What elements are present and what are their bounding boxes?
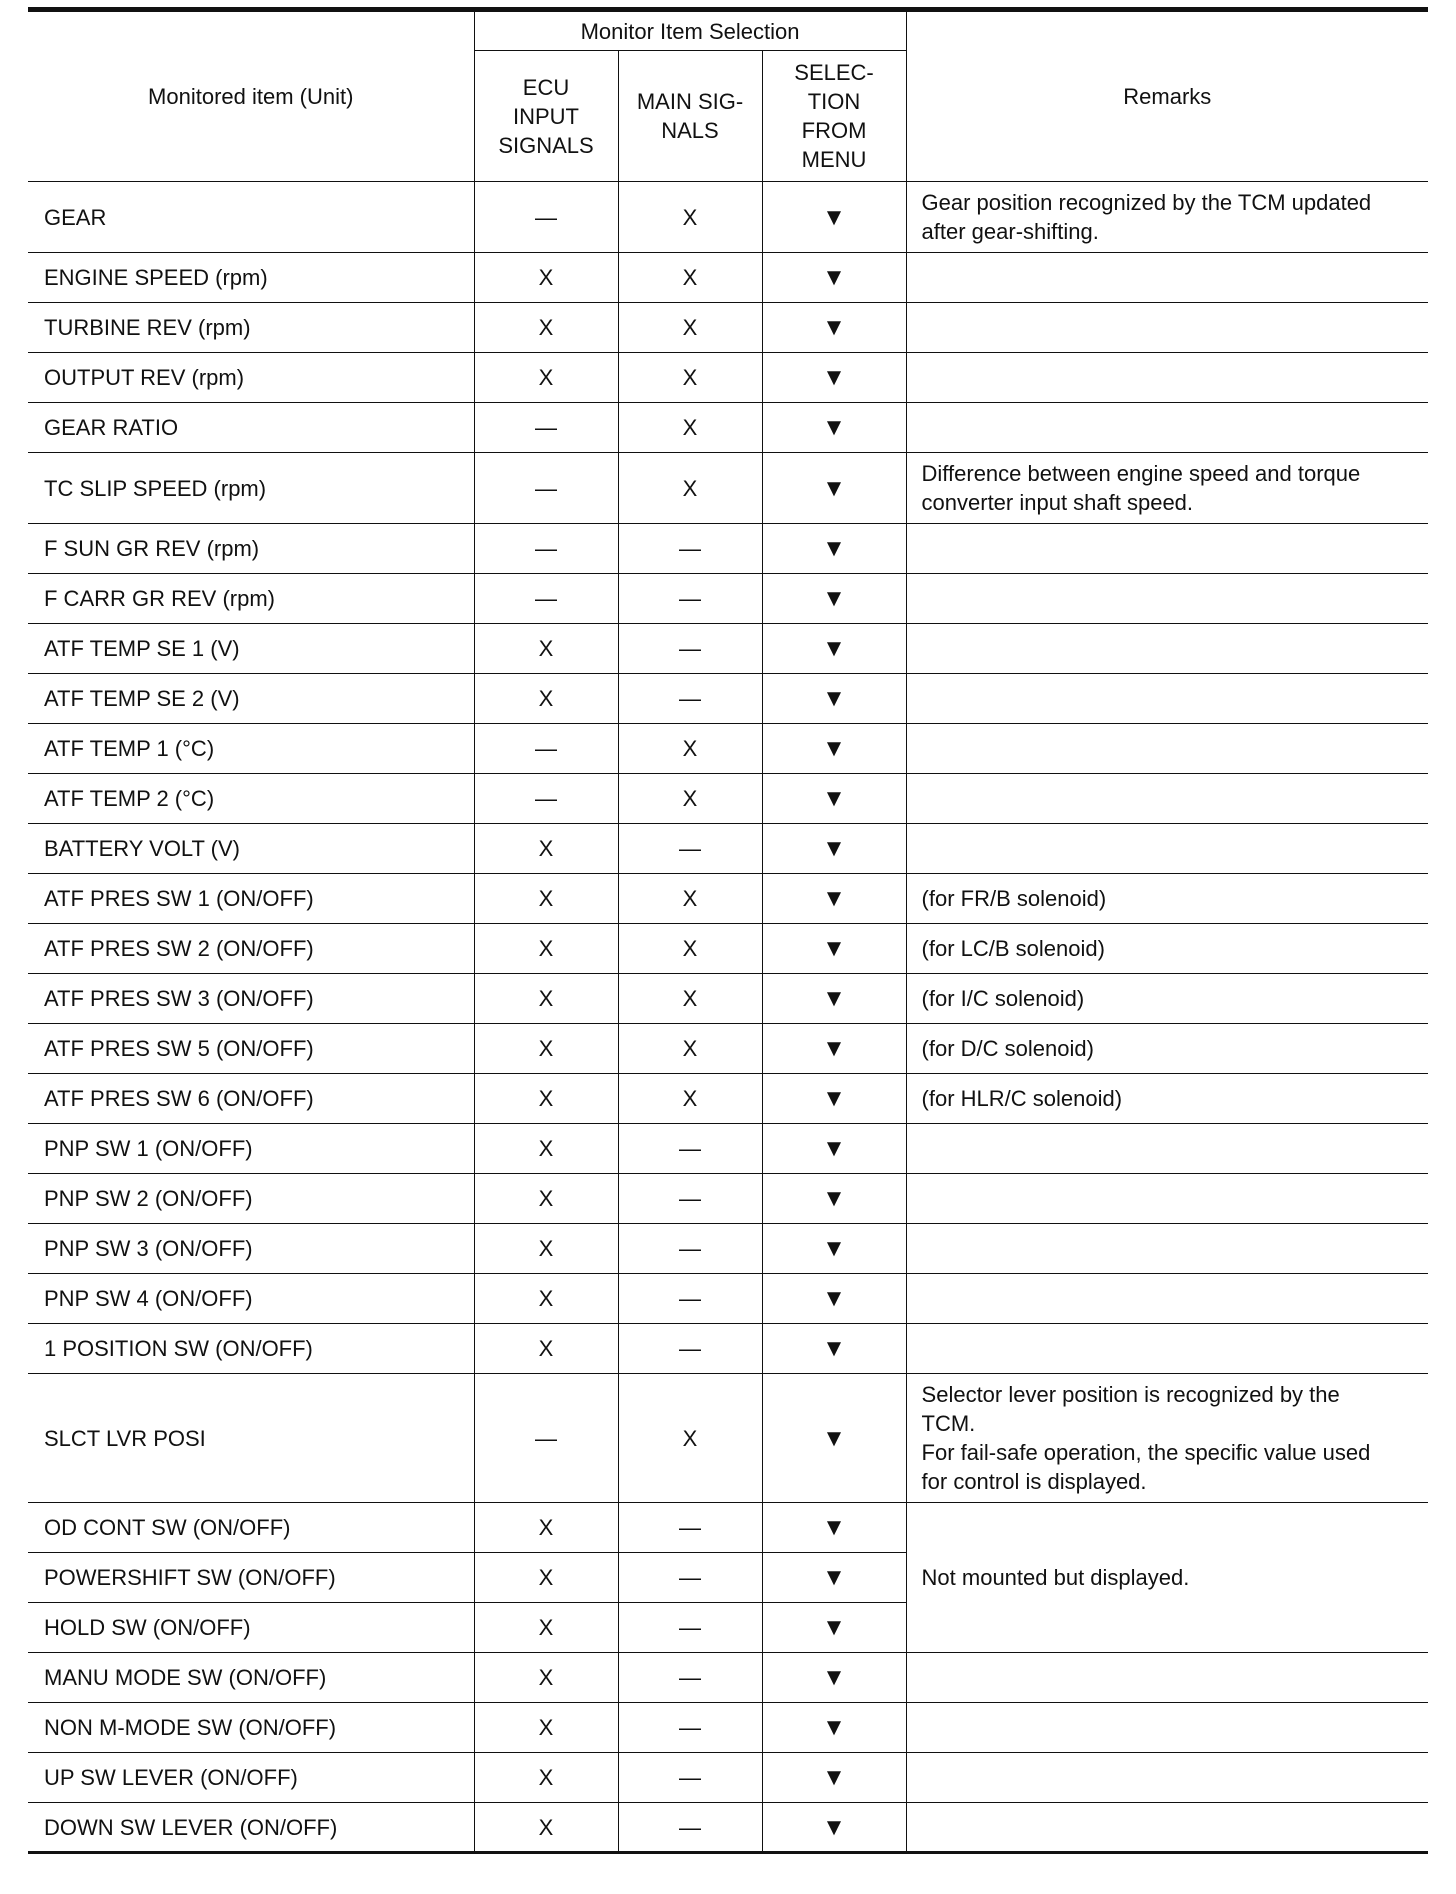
- ecu-input-signals-cell: —: [474, 524, 618, 574]
- main-signals-cell: X: [618, 182, 762, 253]
- selection-from-menu-cell: ▼: [762, 1274, 906, 1324]
- monitored-item-cell: PNP SW 1 (ON/OFF): [28, 1124, 474, 1174]
- selection-from-menu-cell: ▼: [762, 303, 906, 353]
- ecu-input-signals-cell: —: [474, 403, 618, 453]
- ecu-input-signals-cell: X: [474, 1074, 618, 1124]
- remarks-cell: (for D/C solenoid): [906, 1024, 1428, 1074]
- selection-from-menu-cell: ▼: [762, 1024, 906, 1074]
- main-signals-cell: —: [618, 1603, 762, 1653]
- monitored-item-cell: NON M-MODE SW (ON/OFF): [28, 1703, 474, 1753]
- monitored-item-cell: ATF TEMP 1 (°C): [28, 724, 474, 774]
- table-row: [28, 1024, 1428, 1074]
- table-row: [28, 1653, 1428, 1703]
- main-signals-cell: X: [618, 774, 762, 824]
- selection-from-menu-cell: ▼: [762, 1074, 906, 1124]
- main-signals-cell: X: [618, 403, 762, 453]
- selection-from-menu-cell: ▼: [762, 1703, 906, 1753]
- main-signals-cell: —: [618, 1803, 762, 1853]
- selection-from-menu-cell: ▼: [762, 1653, 906, 1703]
- selection-from-menu-cell: ▼: [762, 1224, 906, 1274]
- monitored-item-cell: HOLD SW (ON/OFF): [28, 1603, 474, 1653]
- monitored-item-cell: ATF PRES SW 6 (ON/OFF): [28, 1074, 474, 1124]
- ecu-input-signals-cell: X: [474, 1503, 618, 1553]
- remarks-cell: [906, 1274, 1428, 1324]
- remarks-cell: [906, 1174, 1428, 1224]
- ecu-input-signals-cell: X: [474, 1024, 618, 1074]
- ecu-input-signals-cell: X: [474, 824, 618, 874]
- selection-from-menu-cell: ▼: [762, 1603, 906, 1653]
- main-signals-cell: —: [618, 1753, 762, 1803]
- remarks-cell: (for LC/B solenoid): [906, 924, 1428, 974]
- main-signals-cell: —: [618, 574, 762, 624]
- remarks-cell: [906, 1324, 1428, 1374]
- main-signals-cell: —: [618, 1124, 762, 1174]
- ecu-input-signals-cell: X: [474, 1553, 618, 1603]
- table-row: [28, 1753, 1428, 1803]
- main-signals-cell: X: [618, 353, 762, 403]
- main-signals-cell: X: [618, 1374, 762, 1503]
- monitored-item-cell: ATF PRES SW 5 (ON/OFF): [28, 1024, 474, 1074]
- main-signals-cell: —: [618, 1553, 762, 1603]
- selection-from-menu-cell: ▼: [762, 674, 906, 724]
- main-signals-cell: —: [618, 1174, 762, 1224]
- ecu-input-signals-cell: X: [474, 1224, 618, 1274]
- main-signals-cell: X: [618, 974, 762, 1024]
- table-row: [28, 874, 1428, 924]
- main-signals-cell: X: [618, 924, 762, 974]
- main-signals-cell: X: [618, 1074, 762, 1124]
- selection-from-menu-cell: ▼: [762, 574, 906, 624]
- ecu-input-signals-cell: X: [474, 353, 618, 403]
- monitor-item-document: [28, 7, 1428, 1854]
- remarks-cell: [906, 724, 1428, 774]
- monitored-item-cell: UP SW LEVER (ON/OFF): [28, 1753, 474, 1803]
- remarks-cell: Not mounted but displayed.: [906, 1503, 1428, 1653]
- table-row: [28, 353, 1428, 403]
- main-signals-cell: —: [618, 1703, 762, 1753]
- monitored-item-cell: ATF PRES SW 3 (ON/OFF): [28, 974, 474, 1024]
- ecu-input-signals-cell: —: [474, 574, 618, 624]
- table-row: [28, 1124, 1428, 1174]
- remarks-cell: [906, 674, 1428, 724]
- header-remarks: Remarks: [906, 10, 1428, 182]
- remarks-cell: [906, 1703, 1428, 1753]
- ecu-input-signals-cell: —: [474, 724, 618, 774]
- monitored-item-cell: ATF TEMP 2 (°C): [28, 774, 474, 824]
- main-signals-cell: —: [618, 1324, 762, 1374]
- remarks-cell: [906, 1124, 1428, 1174]
- table-row: [28, 674, 1428, 724]
- table-row: [28, 303, 1428, 353]
- table-row: [28, 924, 1428, 974]
- remarks-cell: Difference between engine speed and torque converter input shaft speed.: [906, 453, 1428, 524]
- remarks-cell: [906, 1803, 1428, 1853]
- selection-from-menu-cell: ▼: [762, 1124, 906, 1174]
- selection-from-menu-cell: ▼: [762, 624, 906, 674]
- selection-from-menu-cell: ▼: [762, 403, 906, 453]
- selection-from-menu-cell: ▼: [762, 453, 906, 524]
- table-row: [28, 774, 1428, 824]
- remarks-cell: [906, 1753, 1428, 1803]
- table-body: [28, 182, 1428, 1853]
- main-signals-cell: —: [618, 1653, 762, 1703]
- remarks-cell: (for I/C solenoid): [906, 974, 1428, 1024]
- table-row: [28, 1274, 1428, 1324]
- main-signals-cell: X: [618, 1024, 762, 1074]
- main-signals-cell: —: [618, 674, 762, 724]
- table-header: [28, 10, 1428, 182]
- ecu-input-signals-cell: X: [474, 624, 618, 674]
- table-row: [28, 1174, 1428, 1224]
- monitored-item-cell: SLCT LVR POSI: [28, 1374, 474, 1503]
- ecu-input-signals-cell: —: [474, 182, 618, 253]
- main-signals-cell: X: [618, 253, 762, 303]
- remarks-cell: [906, 403, 1428, 453]
- main-signals-cell: —: [618, 1503, 762, 1553]
- monitored-item-cell: PNP SW 3 (ON/OFF): [28, 1224, 474, 1274]
- remarks-cell: Gear position recognized by the TCM updated after gear-shifting.: [906, 182, 1428, 253]
- header-selection-from-menu: SELEC- TION FROM MENU: [762, 51, 906, 182]
- ecu-input-signals-cell: X: [474, 674, 618, 724]
- monitored-item-cell: ENGINE SPEED (rpm): [28, 253, 474, 303]
- remarks-cell: Selector lever position is recognized by the TCM. For fail-safe operation, the specific value used for control is displayed.: [906, 1374, 1428, 1503]
- remarks-cell: [906, 824, 1428, 874]
- main-signals-cell: X: [618, 874, 762, 924]
- table-row: [28, 453, 1428, 524]
- remarks-cell: [906, 1653, 1428, 1703]
- ecu-input-signals-cell: X: [474, 253, 618, 303]
- ecu-input-signals-cell: —: [474, 453, 618, 524]
- ecu-input-signals-cell: X: [474, 874, 618, 924]
- monitored-item-cell: ATF TEMP SE 1 (V): [28, 624, 474, 674]
- selection-from-menu-cell: ▼: [762, 824, 906, 874]
- table-row: [28, 974, 1428, 1024]
- main-signals-cell: —: [618, 524, 762, 574]
- selection-from-menu-cell: ▼: [762, 1374, 906, 1503]
- main-signals-cell: X: [618, 303, 762, 353]
- table-row: [28, 1703, 1428, 1753]
- header-main-signals: MAIN SIG- NALS: [618, 51, 762, 182]
- main-signals-cell: —: [618, 824, 762, 874]
- monitored-item-cell: ATF TEMP SE 2 (V): [28, 674, 474, 724]
- remarks-cell: [906, 253, 1428, 303]
- monitored-item-cell: F CARR GR REV (rpm): [28, 574, 474, 624]
- ecu-input-signals-cell: X: [474, 974, 618, 1024]
- remarks-cell: [906, 353, 1428, 403]
- selection-from-menu-cell: ▼: [762, 974, 906, 1024]
- selection-from-menu-cell: ▼: [762, 353, 906, 403]
- remarks-cell: [906, 574, 1428, 624]
- table-row: [28, 1224, 1428, 1274]
- main-signals-cell: —: [618, 624, 762, 674]
- table-row: [28, 524, 1428, 574]
- monitored-item-cell: GEAR RATIO: [28, 403, 474, 453]
- header-monitored-item: Monitored item (Unit): [28, 10, 474, 182]
- ecu-input-signals-cell: X: [474, 1703, 618, 1753]
- remarks-cell: [906, 524, 1428, 574]
- monitored-item-cell: BATTERY VOLT (V): [28, 824, 474, 874]
- monitored-item-cell: DOWN SW LEVER (ON/OFF): [28, 1803, 474, 1853]
- selection-from-menu-cell: ▼: [762, 1753, 906, 1803]
- header-ecu-input-signals: ECU INPUT SIGNALS: [474, 51, 618, 182]
- table-row: [28, 403, 1428, 453]
- monitored-item-cell: 1 POSITION SW (ON/OFF): [28, 1324, 474, 1374]
- monitored-item-cell: ATF PRES SW 2 (ON/OFF): [28, 924, 474, 974]
- table-row: [28, 624, 1428, 674]
- selection-from-menu-cell: ▼: [762, 1503, 906, 1553]
- table-row: [28, 1074, 1428, 1124]
- table-row: [28, 724, 1428, 774]
- table-row: [28, 182, 1428, 253]
- monitored-item-cell: MANU MODE SW (ON/OFF): [28, 1653, 474, 1703]
- selection-from-menu-cell: ▼: [762, 1324, 906, 1374]
- ecu-input-signals-cell: X: [474, 1653, 618, 1703]
- monitored-item-cell: GEAR: [28, 182, 474, 253]
- remarks-cell: [906, 774, 1428, 824]
- selection-from-menu-cell: ▼: [762, 724, 906, 774]
- monitored-item-cell: F SUN GR REV (rpm): [28, 524, 474, 574]
- table-row: [28, 1503, 1428, 1553]
- selection-from-menu-cell: ▼: [762, 182, 906, 253]
- selection-from-menu-cell: ▼: [762, 1174, 906, 1224]
- selection-from-menu-cell: ▼: [762, 1553, 906, 1603]
- ecu-input-signals-cell: X: [474, 1274, 618, 1324]
- table-row: [28, 1803, 1428, 1853]
- main-signals-cell: —: [618, 1274, 762, 1324]
- monitor-item-table: [28, 7, 1428, 1854]
- remarks-cell: (for FR/B solenoid): [906, 874, 1428, 924]
- header-monitor-item-selection: Monitor Item Selection: [474, 10, 906, 51]
- main-signals-cell: —: [618, 1224, 762, 1274]
- selection-from-menu-cell: ▼: [762, 524, 906, 574]
- selection-from-menu-cell: ▼: [762, 253, 906, 303]
- remarks-cell: (for HLR/C solenoid): [906, 1074, 1428, 1124]
- monitored-item-cell: POWERSHIFT SW (ON/OFF): [28, 1553, 474, 1603]
- remarks-cell: [906, 1224, 1428, 1274]
- monitored-item-cell: TC SLIP SPEED (rpm): [28, 453, 474, 524]
- ecu-input-signals-cell: X: [474, 924, 618, 974]
- monitored-item-cell: TURBINE REV (rpm): [28, 303, 474, 353]
- monitored-item-cell: PNP SW 2 (ON/OFF): [28, 1174, 474, 1224]
- table-row: [28, 574, 1428, 624]
- monitored-item-cell: ATF PRES SW 1 (ON/OFF): [28, 874, 474, 924]
- monitored-item-cell: PNP SW 4 (ON/OFF): [28, 1274, 474, 1324]
- monitored-item-cell: OD CONT SW (ON/OFF): [28, 1503, 474, 1553]
- ecu-input-signals-cell: X: [474, 1174, 618, 1224]
- selection-from-menu-cell: ▼: [762, 924, 906, 974]
- selection-from-menu-cell: ▼: [762, 774, 906, 824]
- remarks-cell: [906, 303, 1428, 353]
- main-signals-cell: X: [618, 453, 762, 524]
- selection-from-menu-cell: ▼: [762, 1803, 906, 1853]
- ecu-input-signals-cell: X: [474, 1803, 618, 1853]
- table-row: [28, 1324, 1428, 1374]
- main-signals-cell: X: [618, 724, 762, 774]
- remarks-cell: [906, 624, 1428, 674]
- ecu-input-signals-cell: —: [474, 774, 618, 824]
- table-row: [28, 824, 1428, 874]
- monitored-item-cell: OUTPUT REV (rpm): [28, 353, 474, 403]
- ecu-input-signals-cell: —: [474, 1374, 618, 1503]
- ecu-input-signals-cell: X: [474, 1753, 618, 1803]
- ecu-input-signals-cell: X: [474, 1324, 618, 1374]
- table-row: [28, 1374, 1428, 1503]
- ecu-input-signals-cell: X: [474, 1603, 618, 1653]
- selection-from-menu-cell: ▼: [762, 874, 906, 924]
- ecu-input-signals-cell: X: [474, 1124, 618, 1174]
- ecu-input-signals-cell: X: [474, 303, 618, 353]
- table-row: [28, 253, 1428, 303]
